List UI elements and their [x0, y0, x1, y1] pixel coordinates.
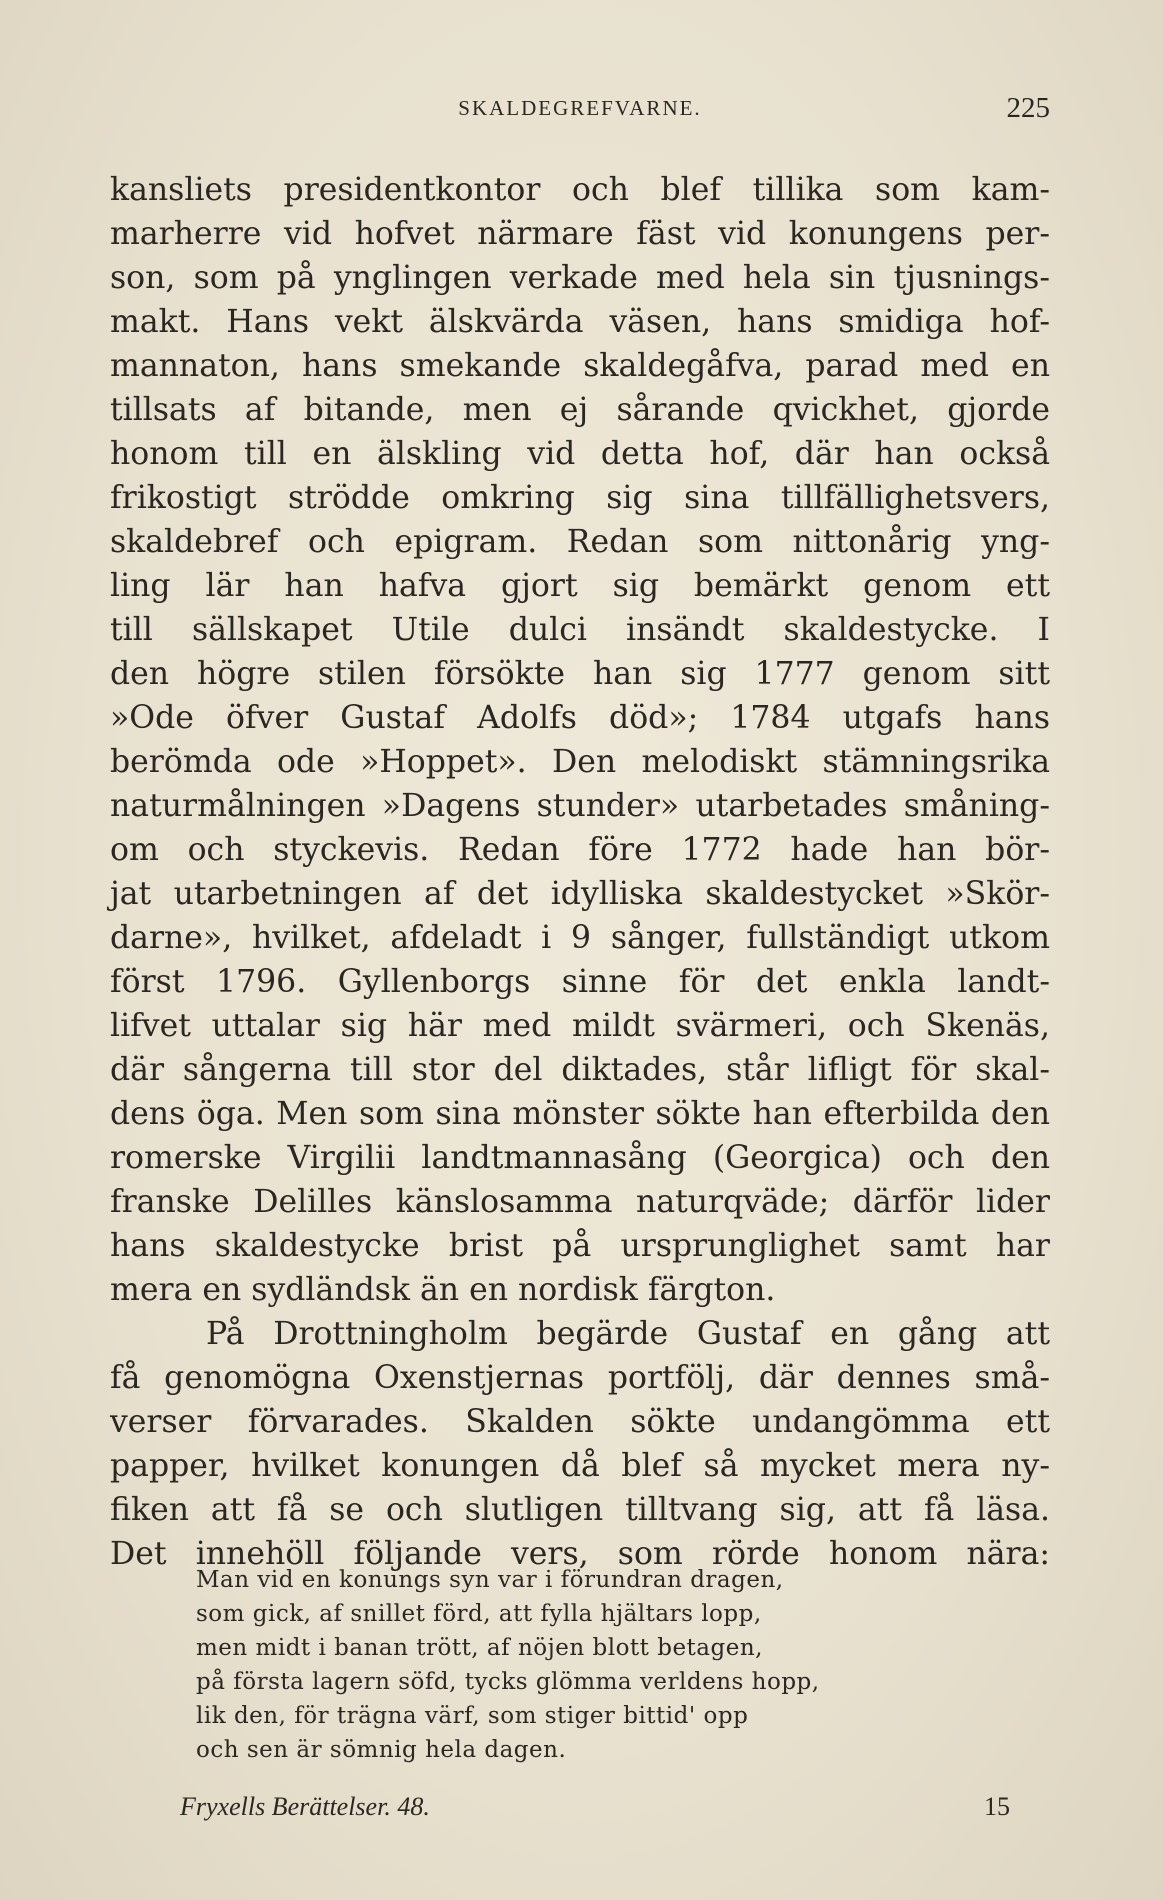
text-line: honom till en älskling vid detta hof, där han också — [110, 436, 1050, 472]
text-line: På Drottningholm begärde Gustaf en gång att — [206, 1316, 1050, 1352]
text-line: mera en sydländsk än en nordisk färgton. — [110, 1272, 776, 1308]
text-line: papper, hvilket konungen då blef så mycket mera ny- — [110, 1448, 1050, 1484]
text-line: frikostigt strödde omkring sig sina tillfällighetsvers, — [110, 480, 1050, 516]
text-line: Det innehöll följande vers, som rörde honom nära: — [110, 1536, 1050, 1572]
text-line: jat utarbetningen af det idylliska skaldestycket »Skör- — [110, 876, 1050, 912]
text-line: makt. Hans vekt älskvärda väsen, hans smidiga hof- — [110, 304, 1050, 340]
text-line: »Ode öfver Gustaf Adolfs död»; 1784 utgafs hans — [110, 700, 1050, 736]
running-head — [110, 92, 1050, 132]
text-line: romerske Virgilii landtmannasång (Georgica) och den — [110, 1140, 1050, 1176]
verse-line: Man vid en konungs syn var i förundran dragen, — [196, 1567, 784, 1593]
text-line: kansliets presidentkontor och blef tillika som kam- — [110, 172, 1050, 208]
verse-line: som gick, af snillet förd, att fylla hjältars lopp, — [196, 1601, 762, 1627]
sheet-number: 15 — [984, 1792, 1010, 1821]
text-line: dens öga. Men som sina mönster sökte han efterbilda den — [110, 1096, 1050, 1132]
text-line: franske Delilles känslosamma naturqväde; därför lider — [110, 1184, 1050, 1220]
verse-line: men midt i banan trött, af nöjen blott betagen, — [196, 1635, 763, 1661]
text-line: darne», hvilket, afdeladt i 9 sånger, fullständigt utkom — [110, 920, 1050, 956]
verse-block — [196, 1563, 956, 1767]
text-line: berömda ode »Hoppet». Den melodiskt stämningsrika — [110, 744, 1050, 780]
running-title: SKALDEGREFVARNE. — [458, 96, 702, 120]
verse-line: lik den, för trägna värf, som stiger bittid' opp — [196, 1703, 749, 1729]
text-line: hans skaldestycke brist på ursprunglighet samt har — [110, 1228, 1050, 1264]
text-line: marherre vid hofvet närmare fäst vid konungens per- — [110, 216, 1050, 252]
verse-line: på första lagern söfd, tycks glömma verldens hopp, — [196, 1669, 820, 1695]
text-line: där sångerna till stor del diktades, står lifligt för skal- — [110, 1052, 1050, 1088]
body-text — [110, 168, 1050, 1576]
text-line: den högre stilen försökte han sig 1777 genom sitt — [110, 656, 1050, 692]
text-line: få genomögna Oxenstjernas portfölj, där dennes små- — [110, 1360, 1050, 1396]
text-line: först 1796. Gyllenborgs sinne för det enkla landt- — [110, 964, 1050, 1000]
page-number: 225 — [1006, 92, 1050, 124]
text-line: naturmålningen »Dagens stunder» utarbetades småning- — [110, 788, 1050, 824]
text-line: lifvet uttalar sig här med mildt svärmeri, och Skenäs, — [110, 1008, 1050, 1044]
text-line: verser förvarades. Skalden sökte undangömma ett — [110, 1404, 1050, 1440]
verse-line: och sen är sömnig hela dagen. — [196, 1737, 567, 1763]
text-line: ling lär han hafva gjort sig bemärkt genom ett — [110, 568, 1050, 604]
text-line: till sällskapet Utile dulci insändt skaldestycke. I — [110, 612, 1050, 648]
text-line: tillsats af bitande, men ej sårande qvickhet, gjorde — [110, 392, 1050, 428]
footer-signature: Fryxells Berättelser. 48. — [180, 1792, 430, 1821]
text-line: skaldebref och epigram. Redan som nittonårig yng- — [110, 524, 1050, 560]
text-line: mannaton, hans smekande skaldegåfva, parad med en — [110, 348, 1050, 384]
text-line: son, som på ynglingen verkade med hela sin tjusnings- — [110, 260, 1050, 296]
text-line: fiken att få se och slutligen tilltvang sig, att få läsa. — [110, 1492, 1050, 1528]
text-line: om och styckevis. Redan före 1772 hade han bör- — [110, 832, 1050, 868]
